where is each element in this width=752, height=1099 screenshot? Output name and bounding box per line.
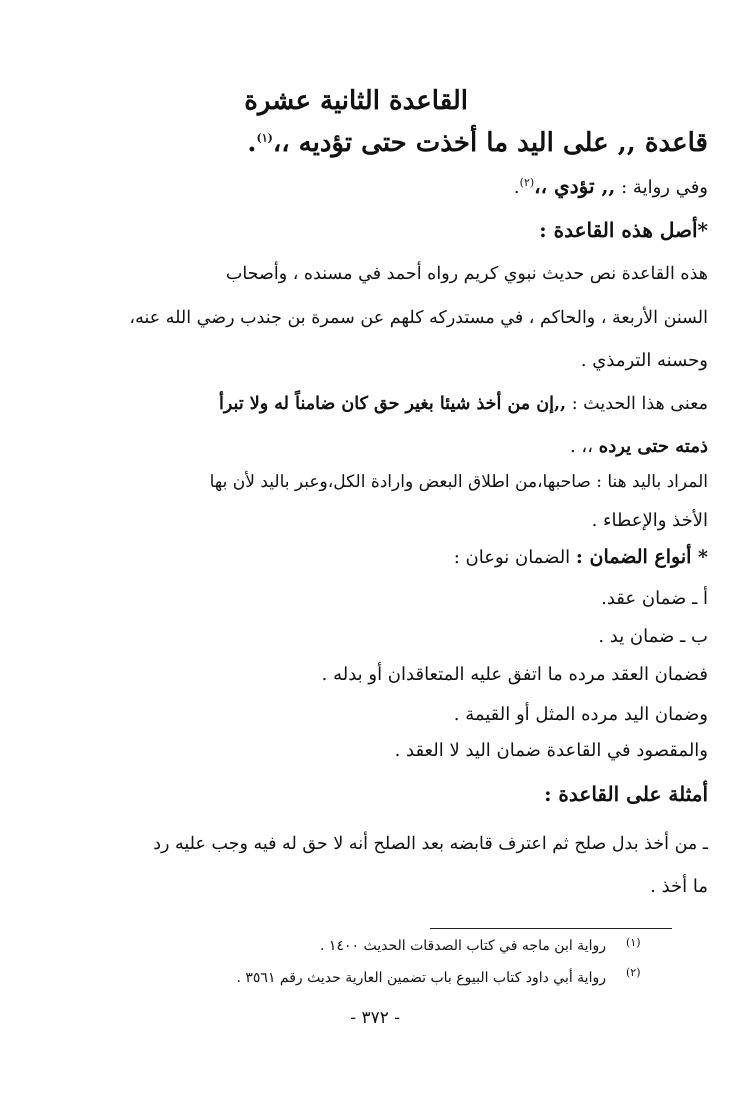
chapter-title: القاعدة الثانية عشرة [244,86,468,116]
page-number: - ٣٧٢ - [350,1008,400,1028]
meaning-prefix: معنى هذا الحديث : [571,394,708,414]
rule-heading-text: قاعدة ,, على اليد ما أخذت حتى تؤديه ،، [272,128,708,158]
meaning-hadith-part-2: ذمته حتى يرده [598,436,708,457]
footnote-ref-1: (١) [256,131,273,145]
meaning-line-1 [219,394,708,414]
example-line-2: ما أخذ . [650,876,708,897]
types-line [454,546,708,568]
types-intro: الضمان نوعان : [453,547,571,568]
variant-line [514,174,708,198]
origin-line-2: السنن الأربعة ، والحاكم ، في مستدركه كلهم عن سمرة بن جندب رضي الله عنه، [129,308,708,328]
variant-prefix: وفي رواية : [621,177,708,198]
rule-heading-end: . [247,128,257,158]
footnote-1-text: رواية ابن ماجه في كتاب الصدقات الحديث ١٤٠٠ . [320,938,606,954]
types-heading: * أنواع الضمان : [575,546,708,568]
footnote-separator [430,928,672,929]
origin-heading: *أصل هذه القاعدة : [539,218,708,242]
examples-heading: أمثلة على القاعدة : [544,782,708,806]
footnote-ref-2: (٢) [519,176,535,189]
types-explained-1: فضمان العقد مرده ما اتفق عليه المتعاقدان أو بدله . [321,664,708,685]
meaning-hadith-part-1: ,,إن من أخذ شيئا بغير حق كان ضامناً له ولا تبرأ [219,394,567,414]
variant-text: ,, تؤدي ،، [534,174,616,198]
intended-line-2: الأخذ والإعطاء . [591,510,708,531]
types-explained-3: والمقصود في القاعدة ضمان اليد لا العقد . [394,740,708,761]
origin-line-3: وحسنه الترمذي . [580,350,708,371]
footnote-2-text: رواية أبي داود كتاب البيوع باب تضمين العارية حديث رقم ٣٥٦١ . [236,970,606,986]
intended-line-1: المراد باليد هنا : صاحبها،من اطلاق البعض وارادة الكل،وعبر باليد لأن بها [209,472,708,492]
types-explained-2: وضمان اليد مرده المثل أو القيمة . [453,704,708,725]
type-item-1: أ ـ ضمان عقد. [601,588,708,609]
footnote-2-number: (٢) [626,966,641,979]
example-line-1: ـ من أخذ بدل صلح ثم اعترف قابضه بعد الصلح أنه لا حق له فيه وجب عليه رد [153,834,708,854]
variant-end: . [513,177,520,198]
meaning-line-2 [570,436,708,457]
meaning-line-end: ،، . [569,436,594,457]
footnote-1-number: (١) [626,936,641,949]
origin-line-1: هذه القاعدة نص حديث نبوي كريم رواه أحمد في مسنده ، وأصحاب [225,264,708,284]
rule-heading [247,128,708,158]
type-item-2: ب ـ ضمان يد . [598,626,708,647]
